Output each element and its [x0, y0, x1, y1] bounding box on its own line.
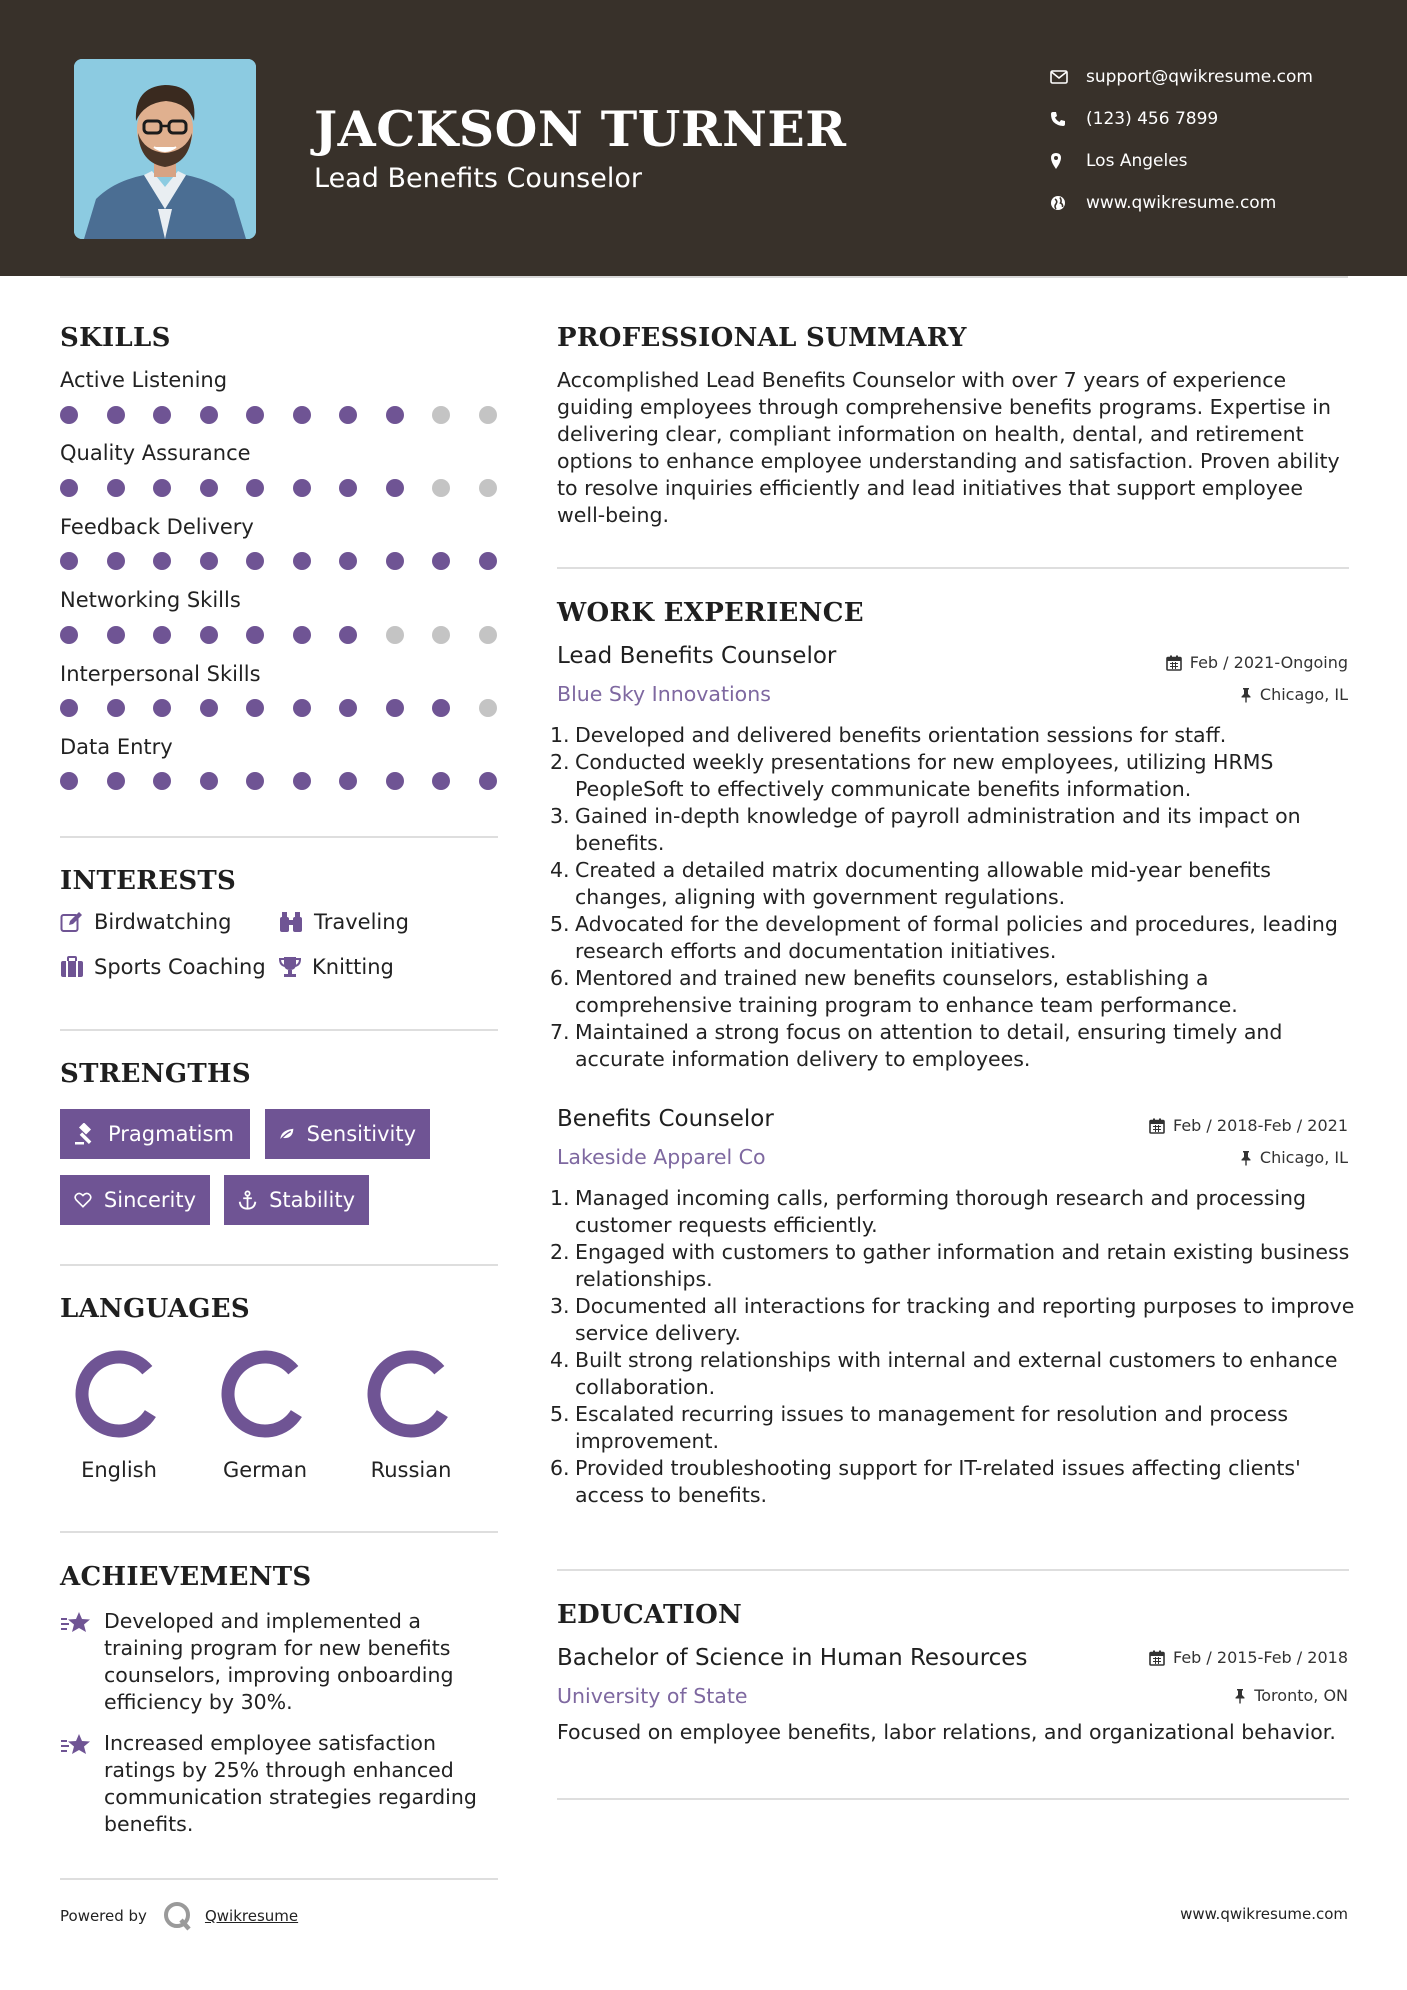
- skill-dot: [60, 772, 78, 790]
- interest-item: [278, 955, 394, 979]
- skill-dot: [339, 699, 357, 717]
- skill-name: Data Entry: [60, 735, 173, 759]
- skill-name: Feedback Delivery: [60, 515, 254, 539]
- interest-label: Sports Coaching: [94, 955, 266, 979]
- skill-dot: [479, 552, 497, 570]
- skill-dot: [246, 772, 264, 790]
- strength-badge: [265, 1109, 430, 1159]
- star-award-icon: [60, 1608, 104, 1716]
- skill-dot: [60, 552, 78, 570]
- education-date-text: Feb / 2015-Feb / 2018: [1173, 1648, 1348, 1667]
- contact-text: support@qwikresume.com: [1086, 67, 1313, 87]
- interest-item: [60, 955, 266, 979]
- section-divider: [60, 1264, 498, 1266]
- interest-item: [278, 910, 409, 934]
- skill-dot: [293, 626, 311, 644]
- skill-dot: [246, 406, 264, 424]
- skill-dot: [386, 699, 404, 717]
- language-item: [210, 1348, 320, 1482]
- skill-dot: [107, 699, 125, 717]
- company-name: Blue Sky Innovations: [557, 682, 771, 706]
- calendar-icon: [1149, 1650, 1165, 1666]
- education-description: Focused on employee benefits, labor relations, and organizational behavior.: [557, 1720, 1336, 1744]
- section-divider: [557, 1798, 1349, 1800]
- skill-dot: [200, 626, 218, 644]
- skill-dot: [339, 626, 357, 644]
- language-ring-arc: [82, 1357, 150, 1431]
- list-item: 5. Advocated for the development of formal policies and procedures, leading research efforts and documentation initiatives.: [550, 911, 1358, 965]
- trophy-icon: [278, 956, 302, 978]
- calendar-icon: [1166, 655, 1182, 671]
- skill-dot: [432, 479, 450, 497]
- job-title: Benefits Counselor: [557, 1106, 774, 1132]
- skill-dot: [246, 479, 264, 497]
- bullet-text: Documented all interactions for tracking and reporting purposes to improve service delivery.: [575, 1294, 1355, 1345]
- skill-dot: [293, 406, 311, 424]
- achievement-text: Increased employee satisfaction ratings by 25% through enhanced communication strategies regarding benefits.: [104, 1731, 477, 1836]
- skill-dot: [60, 699, 78, 717]
- skill-dot: [386, 552, 404, 570]
- skill-dot: [432, 406, 450, 424]
- language-item: [356, 1348, 466, 1482]
- contact-list: [1050, 56, 1390, 224]
- section-divider: [557, 567, 1349, 569]
- skill-dot: [60, 626, 78, 644]
- pushpin-icon: [1234, 1688, 1246, 1704]
- skill-dot: [153, 406, 171, 424]
- skill-dot: [246, 699, 264, 717]
- skill-dot: [200, 772, 218, 790]
- skill-dot: [60, 479, 78, 497]
- job-bullets: [550, 1185, 1358, 1509]
- language-name: English: [81, 1458, 157, 1482]
- skill-dot: [200, 406, 218, 424]
- skill-dot: [386, 479, 404, 497]
- job-date-text: Feb / 2021-Ongoing: [1189, 653, 1348, 672]
- skill-name: Interpersonal Skills: [60, 662, 261, 686]
- skill-dot: [386, 406, 404, 424]
- skill-rating: [60, 406, 500, 426]
- skill-dot: [153, 699, 171, 717]
- skill-dot: [200, 552, 218, 570]
- bullet-text: Mentored and trained new benefits counselors, establishing a comprehensive training program to enhance team performance.: [575, 966, 1238, 1017]
- skill-rating: [60, 772, 500, 792]
- skill-dot: [293, 479, 311, 497]
- list-item: 1. Managed incoming calls, performing thorough research and processing customer requests efficiently.: [550, 1185, 1358, 1239]
- languages-heading: LANGUAGES: [60, 1294, 250, 1324]
- interest-label: Birdwatching: [94, 910, 232, 934]
- school-name: University of State: [557, 1684, 748, 1708]
- language-ring: [219, 1348, 311, 1440]
- skill-dot: [107, 772, 125, 790]
- job-bullets: [550, 722, 1358, 1073]
- strengths-heading: STRENGTHS: [60, 1059, 251, 1089]
- skill-dot: [386, 626, 404, 644]
- list-item: 1. Developed and delivered benefits orientation sessions for staff.: [550, 723, 1227, 747]
- achievement-item: [60, 1730, 500, 1838]
- footer-website[interactable]: www.qwikresume.com: [1180, 1905, 1348, 1923]
- achievement-item: [60, 1608, 500, 1716]
- skill-rating: [60, 479, 500, 499]
- skill-dot: [479, 406, 497, 424]
- contact-website[interactable]: [1050, 182, 1390, 224]
- footer-powered-by: [60, 1899, 298, 1933]
- strength-badge: [60, 1175, 210, 1225]
- skill-dot: [153, 772, 171, 790]
- company-name: Lakeside Apparel Co: [557, 1145, 766, 1169]
- heart-icon: [74, 1189, 92, 1211]
- bullet-text: Escalated recurring issues to management for resolution and process improvement.: [575, 1402, 1289, 1453]
- achievements-heading: ACHIEVEMENTS: [60, 1562, 312, 1592]
- skill-name: Active Listening: [60, 368, 228, 392]
- language-ring: [365, 1348, 457, 1440]
- strength-label: Sincerity: [103, 1188, 196, 1212]
- section-divider: [60, 836, 498, 838]
- job-location: [1240, 685, 1348, 704]
- bullet-text: Conducted weekly presentations for new employees, utilizing HRMS PeopleSoft to effectively communicate benefits information.: [575, 750, 1274, 801]
- bullet-text: Managed incoming calls, performing thorough research and processing customer requests efficiently.: [575, 1186, 1307, 1237]
- skill-name: Quality Assurance: [60, 441, 251, 465]
- list-item: 2. Conducted weekly presentations for new employees, utilizing HRMS PeopleSoft to effectively communicate benefits information.: [550, 749, 1358, 803]
- skill-dot: [293, 552, 311, 570]
- list-item: 7. Maintained a strong focus on attention to detail, ensuring timely and accurate information delivery to employees.: [550, 1019, 1358, 1073]
- strength-label: Pragmatism: [108, 1122, 234, 1146]
- skill-dot: [107, 479, 125, 497]
- contact-text: (123) 456 7899: [1086, 109, 1219, 129]
- skill-dot: [60, 406, 78, 424]
- skill-dot: [107, 406, 125, 424]
- job-date-text: Feb / 2018-Feb / 2021: [1173, 1116, 1348, 1135]
- contact-email[interactable]: [1050, 56, 1390, 98]
- section-divider: [60, 1878, 498, 1880]
- skill-dot: [107, 552, 125, 570]
- skill-dot: [479, 699, 497, 717]
- strength-label: Stability: [269, 1188, 355, 1212]
- language-name: German: [222, 1458, 308, 1482]
- interest-label: Traveling: [314, 910, 409, 934]
- skill-dot: [432, 772, 450, 790]
- skill-dot: [293, 772, 311, 790]
- skill-dot: [432, 552, 450, 570]
- bullet-text: Maintained a strong focus on attention to detail, ensuring timely and accurate information delivery to employees.: [575, 1020, 1283, 1071]
- section-divider: [60, 1531, 498, 1533]
- interests-heading: INTERESTS: [60, 866, 237, 896]
- list-item: 2. Engaged with customers to gather information and retain existing business relationships.: [550, 1239, 1358, 1293]
- skill-dot: [339, 772, 357, 790]
- skill-dot: [339, 552, 357, 570]
- language-ring: [73, 1348, 165, 1440]
- header-divider: [60, 276, 1348, 278]
- list-item: 3. Gained in-depth knowledge of payroll administration and its impact on benefits.: [550, 803, 1358, 857]
- profile-photo: [74, 59, 256, 239]
- section-divider: [60, 1029, 498, 1031]
- skill-rating: [60, 626, 500, 646]
- degree-title: Bachelor of Science in Human Resources: [557, 1645, 1028, 1671]
- candidate-title: Lead Benefits Counselor: [314, 163, 642, 194]
- job-date: [1166, 653, 1348, 672]
- skill-rating: [60, 699, 500, 719]
- interest-item: [60, 910, 231, 934]
- envelope-icon: [1050, 66, 1086, 88]
- skill-dot: [339, 406, 357, 424]
- strength-badge: [224, 1175, 369, 1225]
- pushpin-icon: [1240, 687, 1252, 703]
- skill-dot: [479, 626, 497, 644]
- bullet-text: Engaged with customers to gather information and retain existing business relationships.: [575, 1240, 1350, 1291]
- skill-dot: [200, 479, 218, 497]
- star-award-icon: [60, 1730, 104, 1838]
- job-title: Lead Benefits Counselor: [557, 643, 837, 669]
- education-location: [1234, 1686, 1348, 1705]
- contact-location: [1050, 140, 1390, 182]
- summary-text: Accomplished Lead Benefits Counselor with over 7 years of experience guiding employees through comprehensive benefits programs. Expertise in delivering clear, compliant information on health, dental, and retirement options to enhance employee understanding and satisfaction. Proven ability to resolve inquiries efficiently and lead initiatives that support employee well-being.: [557, 368, 1340, 527]
- bullet-text: Developed and delivered benefits orientation sessions for staff.: [575, 723, 1227, 747]
- binoculars-icon: [278, 911, 304, 933]
- candidate-name: JACKSON TURNER: [314, 100, 847, 158]
- job-date: [1149, 1116, 1348, 1135]
- list-item: 4. Built strong relationships with internal and external customers to enhance collaboration.: [550, 1347, 1358, 1401]
- skill-dot: [107, 626, 125, 644]
- skill-dot: [339, 479, 357, 497]
- language-ring-arc: [374, 1357, 442, 1431]
- achievement-text: Developed and implemented a training program for new benefits counselors, improving onboarding efficiency by 30%.: [104, 1609, 454, 1714]
- skill-dot: [153, 552, 171, 570]
- list-item: 6. Provided troubleshooting support for IT-related issues affecting clients' access to benefits.: [550, 1455, 1358, 1509]
- qwikresume-link[interactable]: Qwikresume: [204, 1907, 299, 1925]
- skill-rating: [60, 552, 500, 572]
- leaf-icon: [279, 1124, 295, 1144]
- section-divider: [557, 1569, 1349, 1571]
- education-heading: EDUCATION: [557, 1600, 743, 1630]
- interest-label: Knitting: [312, 955, 394, 979]
- contact-text: Los Angeles: [1086, 151, 1188, 171]
- list-item: 3. Documented all interactions for tracking and reporting purposes to improve service delivery.: [550, 1293, 1358, 1347]
- language-name: Russian: [370, 1458, 452, 1482]
- skill-dot: [246, 552, 264, 570]
- skill-dot: [479, 479, 497, 497]
- language-item: [64, 1348, 174, 1482]
- skill-dot: [153, 479, 171, 497]
- calendar-icon: [1149, 1118, 1165, 1134]
- resume-header: [0, 0, 1407, 276]
- skill-dot: [246, 626, 264, 644]
- skill-dot: [386, 772, 404, 790]
- list-item: 6. Mentored and trained new benefits counselors, establishing a comprehensive training program to enhance team performance.: [550, 965, 1358, 1019]
- strength-badge: [60, 1109, 250, 1159]
- experience-heading: WORK EXPERIENCE: [557, 598, 864, 628]
- powered-by-label: Powered by: [60, 1907, 147, 1925]
- bullet-text: Created a detailed matrix documenting allowable mid-year benefits changes, aligning with government regulations.: [575, 858, 1271, 909]
- skill-dot: [153, 626, 171, 644]
- bullet-text: Built strong relationships with internal and external customers to enhance collaboration.: [575, 1348, 1338, 1399]
- gavel-icon: [74, 1123, 96, 1145]
- skills-heading: SKILLS: [60, 323, 171, 353]
- bullet-text: Advocated for the development of formal policies and procedures, leading research efforts and documentation initiatives.: [575, 912, 1338, 963]
- bullet-text: Gained in-depth knowledge of payroll administration and its impact on benefits.: [575, 804, 1301, 855]
- contact-text: www.qwikresume.com: [1086, 193, 1277, 213]
- summary-heading: PROFESSIONAL SUMMARY: [557, 323, 967, 353]
- skill-dot: [432, 699, 450, 717]
- skill-name: Networking Skills: [60, 588, 241, 612]
- contact-phone[interactable]: [1050, 98, 1390, 140]
- skill-dot: [200, 699, 218, 717]
- qwikresume-logo-icon: [161, 1899, 195, 1933]
- bullet-text: Provided troubleshooting support for IT-related issues affecting clients' access to benefits.: [575, 1456, 1301, 1507]
- phone-icon: [1050, 108, 1086, 130]
- job-location-text: Chicago, IL: [1259, 1148, 1348, 1167]
- education-date: [1149, 1648, 1348, 1667]
- pushpin-icon: [1240, 1150, 1252, 1166]
- list-item: 5. Escalated recurring issues to management for resolution and process improvement.: [550, 1401, 1358, 1455]
- list-item: 4. Created a detailed matrix documenting allowable mid-year benefits changes, aligning with government regulations.: [550, 857, 1358, 911]
- job-location-text: Chicago, IL: [1259, 685, 1348, 704]
- skill-dot: [293, 699, 311, 717]
- pencil-square-icon: [60, 911, 84, 933]
- globe-icon: [1050, 192, 1086, 214]
- map-pin-icon: [1050, 150, 1086, 172]
- language-ring-arc: [228, 1357, 296, 1431]
- education-location-text: Toronto, ON: [1254, 1686, 1348, 1705]
- skill-dot: [479, 772, 497, 790]
- skill-dot: [432, 626, 450, 644]
- strength-label: Sensitivity: [306, 1122, 416, 1146]
- job-location: [1240, 1148, 1348, 1167]
- briefcase-icon: [60, 956, 84, 978]
- anchor-icon: [238, 1189, 257, 1211]
